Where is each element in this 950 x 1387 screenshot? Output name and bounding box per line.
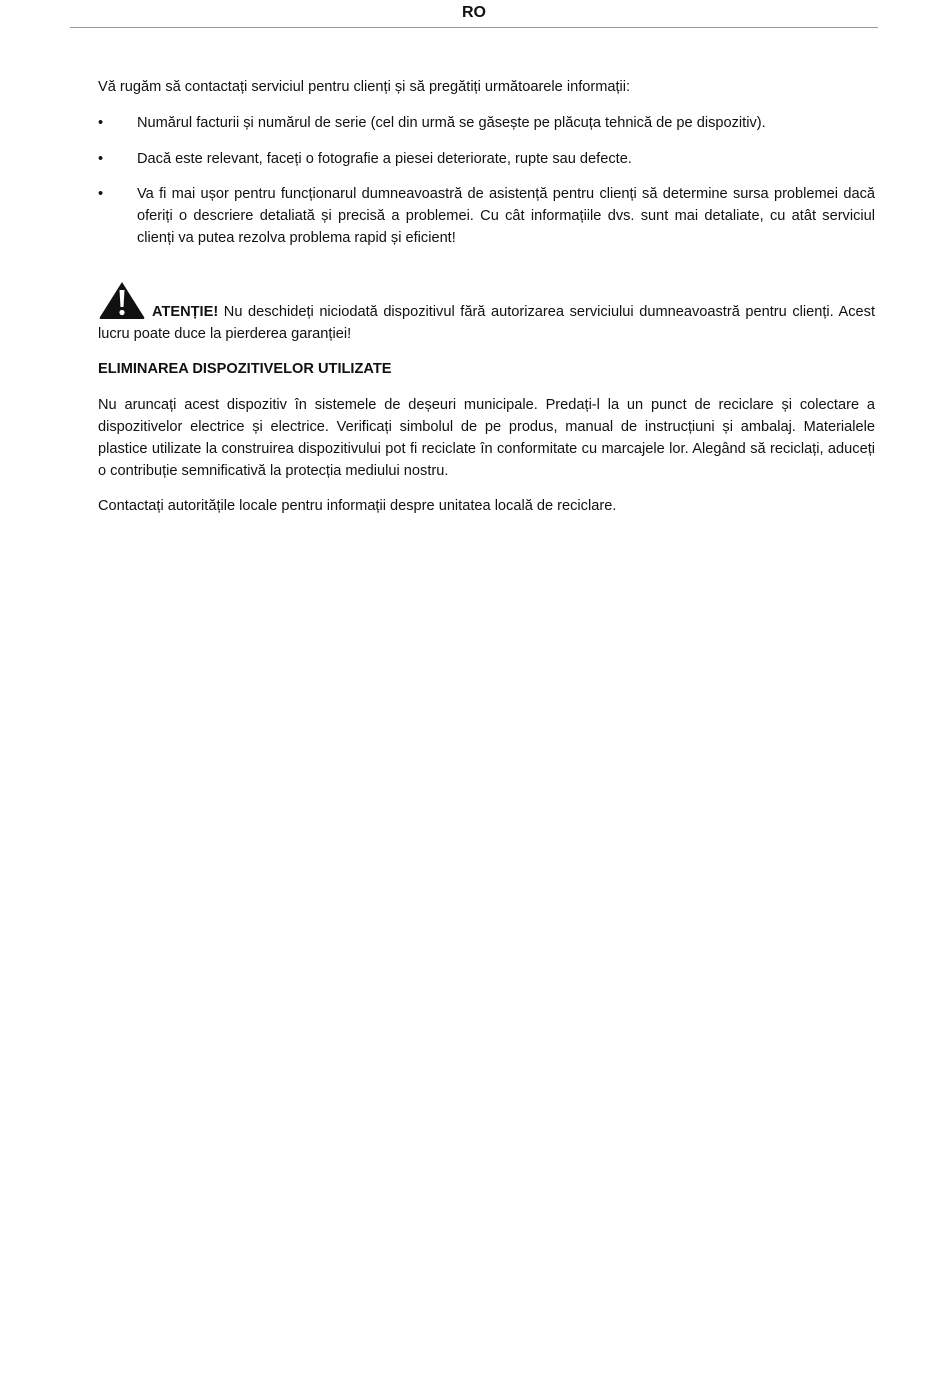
list-item xyxy=(98,184,875,249)
bullet-marker: • xyxy=(98,150,104,167)
list-item-text: Va fi mai ușor pentru funcționarul dumneavoastră de asistență pentru clienți să determine sursa problemei dacă oferiți o descriere detaliată și precisă a problemei. Cu cât informațiile dvs. sunt mai detaliate, cu atât serviciul clienți va putea rezolva problema rapid și eficient! xyxy=(137,186,875,246)
bullet-marker: • xyxy=(98,186,104,203)
closing-paragraph: Contactați autoritățile locale pentru informații despre unitatea locală de reciclare. xyxy=(98,498,617,515)
page-header xyxy=(70,0,878,28)
disposal-paragraph: Nu aruncați acest dispozitiv în sistemele de deșeuri municipale. Predați-l la un punct de reciclare și colectare a dispozitivelor electrice și electrice. Verificați simbolul de pe produs, manual de instrucțiuni și ambalaj. Materialele plastice utilizate la construirea dispozitivului pot fi reciclate în conformitate cu marcajele lor. Alegând să reciclați, aduceți o contribuție semnificativă la protecția mediului nostru. xyxy=(98,397,875,479)
warning-text: Nu deschideți niciodată dispozitivul fără autorizarea serviciului dumneavoastră pentru clienți. Acest lucru poate duce la pierderea garanției! xyxy=(98,303,875,342)
list-item xyxy=(98,149,875,171)
bullet-marker: • xyxy=(98,114,104,131)
warning-triangle-icon xyxy=(98,280,146,320)
intro-paragraph: Vă rugăm să contactați serviciul pentru clienți și să pregătiți următoarele informații: xyxy=(98,79,631,95)
warning-paragraph xyxy=(98,280,875,346)
info-list xyxy=(98,113,875,250)
document-body xyxy=(98,77,875,532)
language-code: RO xyxy=(462,4,486,21)
section-title: ELIMINAREA DISPOZITIVELOR UTILIZATE xyxy=(98,361,392,378)
list-item-text: Dacă este relevant, faceți o fotografie a piesei deteriorate, rupte sau defecte. xyxy=(137,150,632,167)
warning-label: ATENȚIE! xyxy=(152,303,219,320)
list-item xyxy=(98,113,875,135)
list-item-text: Numărul facturii și numărul de serie (cel din urmă se găsește pe plăcuța tehnică de pe dispozitiv). xyxy=(137,114,766,131)
